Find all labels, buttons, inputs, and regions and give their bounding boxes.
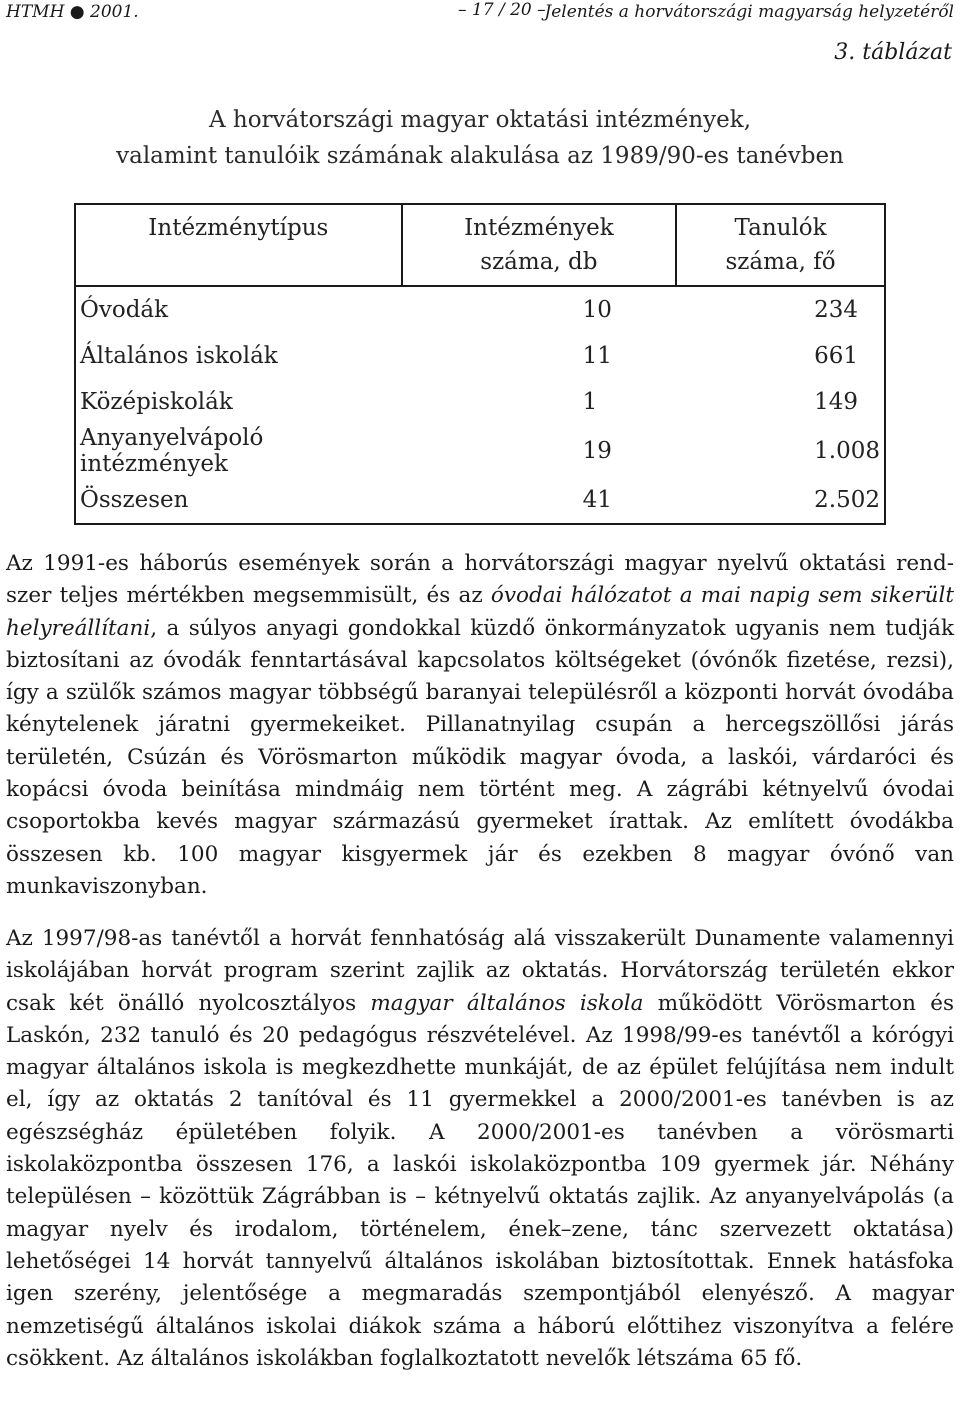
paragraph-text [6,923,954,1375]
cell-students: 2.502 [814,487,880,513]
column-header-students [676,204,885,286]
column-header-line: Intézménytípus [148,215,329,241]
page-header [6,0,954,24]
emphasis-text: magyar általános iskola [370,990,644,1016]
column-header-line: száma, fő [725,249,836,275]
cell-type: Középiskolák [80,389,233,415]
paragraph-kindergartens [6,548,954,903]
table-row-total [75,477,885,524]
institutions-table [74,203,886,525]
cell-students: 234 [814,297,859,323]
table-row [75,379,885,425]
cell-students: 1.008 [814,438,880,464]
paragraph-text [6,548,954,903]
column-header-type [75,204,402,286]
cell-type: Általános iskolák [80,343,278,369]
table-row [75,425,885,477]
report-title: Jelentés a horvátországi magyarság helyzetéről [544,2,954,22]
column-header-line: száma, db [480,249,598,275]
cell-type: Összesen [80,487,189,513]
paragraph-text-part: működött Vörösmarton és Laskón, 232 tanuló és 20 pedagógus részvételével. Az 1998/99-es tanévtől a kórógyi magyar általános iskola is megkezdhette munkáját, de az épület felújítása nem indult el, így az oktatás 2 tanítóval és 11 gyermekkel a 2000/2001-es tanévben is az egészségház épületében folyik. A 2000/2001-es tanévben a vörösmarti iskolaközpontba összesen 176, a laskói iskolaközpontba 109 gyermek jár. Néhány településen – közöttük Zágrábban is – kétnyelvű oktatás zajlik. Az anyanyelvápolás (a magyar nyelv és irodalom, történelem, ének–zene, tánc szervezett oktatása) lehetőségei 14 horvát tannyelvű általános iskolában biztosítottak. Ennek hatásfoka igen szerény, jelentősége a megmaradás szempontjából elenyésző. A magyar nemzetiségű általános iskolai diákok száma a háború előttihez viszonyítva a felére csökkent. Az általános iskolákban foglalkoztatott nevelők létszáma 65 fő. [6,990,954,1371]
paragraph-text-part: Az 1991-es háborús események során a horvátországi magyar nyelvű oktatási rendszer teljes mértékben megsemmisült, és az [6,551,954,609]
table-title [0,102,960,174]
cell-institutions: 1 [582,389,598,415]
column-header-line: Intézmények [464,215,614,241]
cell-students: 149 [814,389,859,415]
cell-institutions: 11 [582,343,612,369]
table-row [75,333,885,379]
journal-label: HTMH ● 2001. [6,2,139,22]
emphasis-text: óvodai hálózatot a mai napig sem sikerült helyreállítani [6,583,955,641]
column-header-line: Tanulók [734,215,827,241]
page-number: – 17 / 20 – [458,0,546,20]
paragraph-text-part: Az 1997/98-as tanévtől a horvát fennhatóság alá visszakerült Dunamente valamennyi iskolájában horvát program szerint zajlik az oktatás. Horvátország területén ekkor csak két önálló nyolcosztályos [6,926,954,1016]
table-row [75,286,885,333]
table-number: 3. táblázat [834,40,952,65]
table-title-line-2: valamint tanulóik számának alakulása az 1989/90-es tanévben [116,143,844,169]
cell-students: 661 [814,343,859,369]
table-header-row [75,204,885,286]
cell-type: Óvodák [80,297,169,323]
paragraph-schools [6,923,954,1375]
cell-institutions: 19 [582,438,612,464]
cell-institutions: 10 [582,297,612,323]
paragraph-text-part: , a súlyos anyagi gondokkal küzdő önkormányzatok ugyanis nem tudják biztosítani az óvodák fenntartásával kapcsolatos költségeket (óvónők fizetése, rezsi), így a szülők számos magyar többségű baranyai településről a központi horvát óvodába kénytelenek járatni gyermekeiket. Pillanatnyilag csupán a hercegszöllősi járás területén, Csúzán és Vörösmarton működik magyar óvoda, a laskói, várdaróci és kopácsi óvoda beinítása mindmáig nem történt meg. A zágrábi kétnyelvű óvodai csoportokba kevés magyar származású gyermeket írattak. Az említett óvodákba összesen kb. 100 magyar kisgyermek jár és ezekben 8 magyar óvónő van munkaviszonyban. [6,615,954,899]
cell-type: Anyanyelvápoló intézmények [80,425,264,477]
column-header-institutions [402,204,677,286]
table-title-line-1: A horvátországi magyar oktatási intézmények, [208,107,752,133]
cell-institutions: 41 [582,487,612,513]
